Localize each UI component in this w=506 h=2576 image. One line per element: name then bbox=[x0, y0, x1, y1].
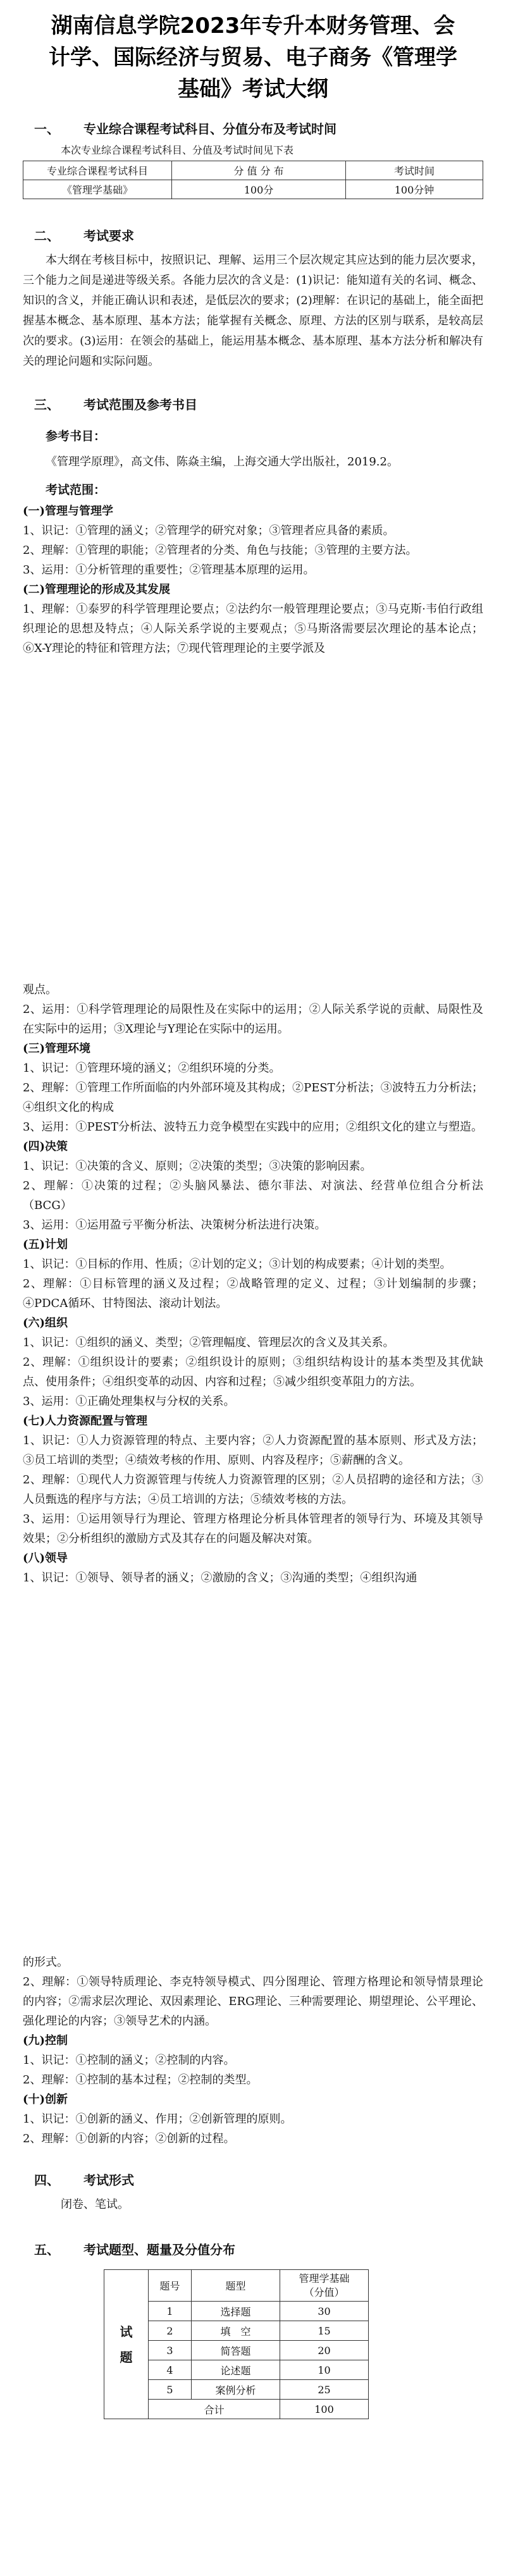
block-10-line-2: 2、理解：①创新的内容；②创新的过程。 bbox=[23, 2132, 235, 2145]
title-line-3: 基础》考试大纲 bbox=[178, 77, 328, 102]
table-cell-time: 100分钟 bbox=[346, 180, 483, 199]
page-3-top bbox=[0, 1953, 506, 2419]
block-2-heading: (二)管理理论的形成及其发展 bbox=[23, 583, 171, 596]
section-4-heading bbox=[34, 2170, 483, 2188]
block-9-heading: (九)控制 bbox=[23, 2034, 68, 2047]
col-header-score bbox=[280, 2270, 369, 2302]
block-2 bbox=[23, 580, 483, 658]
block-3-line-2: 2、理解：①管理工作所面临的内外部环境及其构成；②PEST分析法；③波特五力分析法；④组织文化的构成 bbox=[23, 1081, 483, 1114]
block-8-line-1: 1、识记：①领导、领导者的涵义；②激励的含义；③沟通的类型；④组织沟通 bbox=[23, 1571, 417, 1585]
total-value: 100 bbox=[280, 2400, 369, 2419]
block-3 bbox=[23, 1039, 483, 1137]
block-4-line-1: 1、识记：①决策的含义、原则；②决策的类型；③决策的影响因素。 bbox=[23, 1160, 372, 1173]
block-5-line-1: 1、识记：①目标的作用、性质；②计划的定义；③计划的构成要素；④计划的类型。 bbox=[23, 1258, 452, 1271]
row-2-score: 15 bbox=[280, 2321, 369, 2341]
scope-heading: 考试范围： bbox=[46, 483, 106, 497]
row-1-type: 选择题 bbox=[192, 2302, 280, 2321]
block-7-line-1: 1、识记：①人力资源管理的特点、主要内容；②人力资源配置的基本原则、形式及方法；③员工培训的类型；④绩效考核的作用、原则、内容及程序；⑤薪酬的含义。 bbox=[23, 1434, 483, 1467]
block-1 bbox=[23, 501, 483, 580]
question-type-table bbox=[104, 2269, 369, 2419]
block-5-heading: (五)计划 bbox=[23, 1238, 68, 1251]
block-1-line-2: 2、理解：①管理的职能；②管理者的分类、角色与技能；③管理的主要方法。 bbox=[23, 544, 417, 557]
row-1-score: 30 bbox=[280, 2302, 369, 2321]
col-header-score-2: （分值） bbox=[304, 2286, 345, 2298]
side-label-2: 题 bbox=[120, 2349, 133, 2365]
row-5-number: 5 bbox=[149, 2380, 192, 2400]
title-line-1: 湖南信息学院2023年专升本财务管理、会 bbox=[51, 13, 455, 39]
section-2-number: 二、 bbox=[34, 228, 59, 243]
reference-book: 《管理学原理》，高文伟、陈焱主编，上海交通大学出版社，2019.2。 bbox=[46, 455, 398, 469]
section-4-body: 闭卷、笔试。 bbox=[61, 2198, 129, 2211]
row-3-type: 简答题 bbox=[192, 2341, 280, 2360]
row-3-score: 20 bbox=[280, 2341, 369, 2360]
block-7 bbox=[23, 1411, 483, 1549]
section-5-title: 考试题型、题量及分值分布 bbox=[83, 2242, 235, 2257]
block-3-heading: (三)管理环境 bbox=[23, 1042, 91, 1055]
total-label: 合计 bbox=[149, 2400, 280, 2419]
block-4-line-3: 3、运用：①运用盈亏平衡分析法、决策树分析法进行决策。 bbox=[23, 1218, 326, 1232]
document-title bbox=[23, 10, 483, 105]
row-3-number: 3 bbox=[149, 2341, 192, 2360]
block-9 bbox=[23, 2031, 483, 2090]
row-2-type: 填 空 bbox=[192, 2321, 280, 2341]
exam-subject-table bbox=[23, 161, 483, 199]
block-4 bbox=[23, 1137, 483, 1235]
block-9-line-1: 1、识记：①控制的涵义；②控制的内容。 bbox=[23, 2054, 235, 2067]
block-8-line-2: 2、理解：①领导特质理论、李克特领导模式、四分图理论、管理方格理论和领导情景理论的内容；②需求层次理论、双因素理论、ERG理论、三种需要理论、期望理论、公平理论、强化理论的内容；③领导艺术的内涵。 bbox=[23, 1975, 483, 2028]
block-6 bbox=[23, 1313, 483, 1411]
row-5-type: 案例分析 bbox=[192, 2380, 280, 2400]
block-8-heading: (八)领导 bbox=[23, 1552, 68, 1565]
section-2-heading bbox=[34, 226, 483, 244]
section-3-title: 考试范围及参考书目 bbox=[83, 397, 197, 412]
block-10-heading: (十)创新 bbox=[23, 2093, 68, 2106]
row-2-number: 2 bbox=[149, 2321, 192, 2341]
block-7-line-3: 3、运用：①运用领导行为理论、管理方格理论分析具体管理者的领导行为、环境及其领导效果；②分析组织的激励方式及其存在的问题及解决对策。 bbox=[23, 1512, 483, 1545]
block-5-line-2: 2、理解：①目标管理的涵义及过程；②战略管理的定义、过程；③计划编制的步骤；④PDCA循环、甘特图法、滚动计划法。 bbox=[23, 1277, 483, 1310]
block-6-line-3: 3、运用：①正确处理集权与分权的关系。 bbox=[23, 1395, 235, 1408]
reference-heading: 参考书目： bbox=[46, 429, 106, 443]
block-2-line-2: 2、运用：①科学管理理论的局限性及在实际中的运用；②人际关系学说的贡献、局限性及在实际中的运用；③X理论与Y理论在实际中的运用。 bbox=[23, 1003, 483, 1036]
section-4-number: 四、 bbox=[34, 2173, 59, 2188]
table-header-subject: 专业综合课程考试科目 bbox=[23, 161, 172, 180]
section-3-number: 三、 bbox=[34, 397, 59, 412]
block-6-line-2: 2、理解：①组织设计的要素；②组织设计的原则；③组织结构设计的基本类型及其优缺点、使用条件；④组织变革的动因、内容和过程；⑤减少组织变革阻力的方法。 bbox=[23, 1356, 483, 1389]
col-header-score-1: 管理学基础 bbox=[299, 2272, 350, 2285]
block-1-line-3: 3、运用：①分析管理的重要性；②管理基本原理的运用。 bbox=[23, 563, 315, 577]
col-header-type: 题型 bbox=[192, 2270, 280, 2302]
block-6-line-1: 1、识记：①组织的涵义、类型；②管理幅度、管理层次的含义及其关系。 bbox=[23, 1336, 395, 1349]
block-10 bbox=[23, 2090, 483, 2149]
block-1-heading: (一)管理与管理学 bbox=[23, 505, 114, 518]
table-cell-subject: 《管理学基础》 bbox=[23, 180, 172, 199]
section-1-number: 一、 bbox=[34, 121, 59, 137]
block-8-line-1-end: 的形式。 bbox=[23, 1956, 68, 1969]
title-line-2: 计学、国际经济与贸易、电子商务《管理学 bbox=[49, 45, 457, 70]
section-4-title: 考试形式 bbox=[83, 2173, 134, 2188]
section-5-heading bbox=[34, 2240, 483, 2258]
row-4-number: 4 bbox=[149, 2360, 192, 2380]
section-1-note: 本次专业综合课程考试科目、分值及考试时间见下表 bbox=[61, 144, 294, 156]
table-cell-score: 100分 bbox=[172, 180, 346, 199]
table-header-time: 考试时间 bbox=[346, 161, 483, 180]
block-2-line-1: 1、理解：①泰罗的科学管理理论要点；②法约尔一般管理理论要点；③马克斯·韦伯行政组织理论的思想及特点；④人际关系学说的主要观点；⑤马斯洛需要层次理论的基本论点；⑥X-Y理论的特征和管理方法；⑦现代管理理论的主要学派及 bbox=[23, 603, 483, 655]
row-4-score: 10 bbox=[280, 2360, 369, 2380]
table-side-label bbox=[104, 2270, 149, 2419]
table-header-score: 分 值 分 布 bbox=[172, 161, 346, 180]
block-10-line-1: 1、识记：①创新的涵义、作用；②创新管理的原则。 bbox=[23, 2113, 292, 2126]
block-5 bbox=[23, 1235, 483, 1313]
block-7-heading: (七)人力资源配置与管理 bbox=[23, 1414, 148, 1428]
col-header-number: 题号 bbox=[149, 2270, 192, 2302]
section-2-body: 本大纲在考核目标中，按照识记、理解、运用三个层次规定其应达到的能力层次要求，三个能力之间是递进等级关系。各能力层次的含义是：(1)识记：能知道有关的名词、概念、知识的含义，并能正确认识和表述，是低层次的要求；(2)理解：在识记的基础上，能全面把握基本概念、基本原理、基本方法；能掌握有关概念、原理、方法的区别与联系，是较高层次的要求。(3)运用：在领会的基础上，能运用基本概念、基本原理、基本方法分析和解决有关的理论问题和实际问题。 bbox=[23, 254, 483, 368]
section-1-heading bbox=[34, 119, 483, 137]
block-6-heading: (六)组织 bbox=[23, 1316, 68, 1330]
block-9-line-2: 2、理解：①控制的基本过程；②控制的类型。 bbox=[23, 2073, 258, 2087]
section-3-heading bbox=[34, 395, 483, 413]
block-4-line-2: 2、理解：①决策的过程；②头脑风暴法、德尔菲法、对演法、经营单位组合分析法（BCG） bbox=[23, 1179, 483, 1212]
block-3-line-1: 1、识记：①管理环境的涵义；②组织环境的分类。 bbox=[23, 1062, 281, 1075]
document bbox=[0, 0, 506, 658]
side-label-1: 试 bbox=[120, 2324, 133, 2340]
section-5-number: 五、 bbox=[34, 2242, 59, 2257]
section-2-title: 考试要求 bbox=[83, 228, 134, 243]
row-1-number: 1 bbox=[149, 2302, 192, 2321]
block-8 bbox=[23, 1549, 483, 1588]
block-7-line-2: 2、理解：①现代人力资源管理与传统人力资源管理的区别；②人员招聘的途径和方法；③人员甄选的程序与方法；④员工培训的方法；⑤绩效考核的方法。 bbox=[23, 1473, 483, 1506]
row-5-score: 25 bbox=[280, 2380, 369, 2400]
block-2-line-1-end: 观点。 bbox=[23, 983, 57, 997]
block-3-line-3: 3、运用：①PEST分析法、波特五力竞争模型在实践中的应用；②组织文化的建立与塑造。 bbox=[23, 1120, 483, 1134]
block-1-line-1: 1、识记：①管理的涵义；②管理学的研究对象；③管理者应具备的素质。 bbox=[23, 524, 395, 537]
row-4-type: 论述题 bbox=[192, 2360, 280, 2380]
section-1-title: 专业综合课程考试科目、分值分布及考试时间 bbox=[83, 121, 336, 137]
page-2-top bbox=[0, 980, 506, 1588]
block-4-heading: (四)决策 bbox=[23, 1140, 68, 1153]
